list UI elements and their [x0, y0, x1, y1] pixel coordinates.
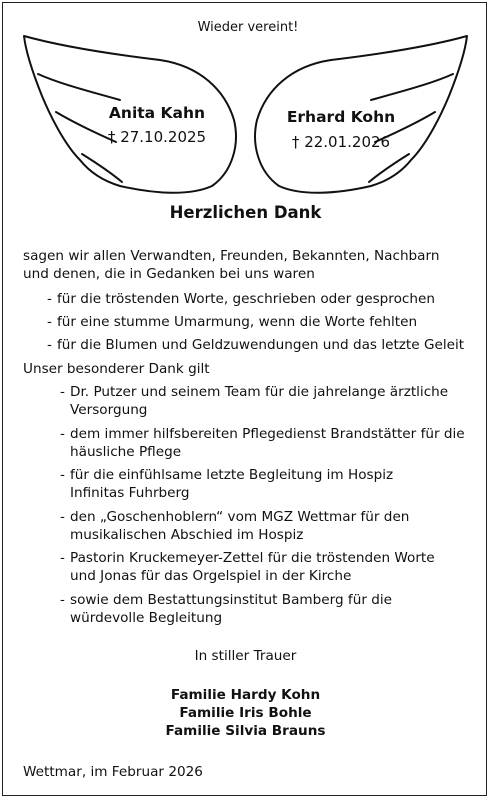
- notice-title: Herzlichen Dank: [169, 203, 322, 222]
- place-date-footer: Wettmar, im Februar 2026: [23, 764, 203, 780]
- intro-line-2: und denen, die in Gedanken bei uns waren: [23, 266, 315, 282]
- right-person-name: Erhard Kohn: [286, 108, 396, 126]
- header-text: Wieder vereint!: [197, 20, 299, 35]
- family-name: Familie Silvia Brauns: [165, 723, 326, 739]
- left-person-date: † 27.10.2025: [107, 128, 207, 146]
- special-thanks-item: - Pastorin Kruckemeyer-Zettel für die tröstenden Worte und Jonas für das Orgelspiel in der Kirche: [60, 550, 435, 584]
- special-thanks-item: - sowie dem Bestattungsinstitut Bamberg für die würdevolle Begleitung: [60, 592, 393, 626]
- special-thanks-item: - den „Goschenhoblern“ vom MGZ Wettmar für den musikalischen Abschied im Hospiz: [60, 509, 410, 543]
- left-person-name: Anita Kahn: [108, 104, 206, 122]
- right-person-date: † 22.01.2026: [291, 133, 391, 151]
- thanks-item: - für die Blumen und Geldzuwendungen und das letzte Geleit: [47, 337, 465, 353]
- family-name: Familie Hardy Kohn: [170, 687, 321, 703]
- special-thanks-item: - für die einfühlsame letzte Begleitung im Hospiz Infinitas Fuhrberg: [60, 467, 394, 501]
- mourning-line: In stiller Trauer: [194, 648, 297, 664]
- intro-line-1: sagen wir allen Verwandten, Freunden, Bekannten, Nachbarn: [23, 248, 440, 264]
- thanks-item: - für eine stumme Umarmung, wenn die Worte fehlten: [47, 314, 418, 330]
- special-thanks-intro: Unser besonderer Dank gilt: [23, 361, 210, 377]
- special-thanks-item: - Dr. Putzer und seinem Team für die jahrelange ärztliche Versorgung: [60, 384, 449, 418]
- thanks-item: - für die tröstenden Worte, geschrieben oder gesprochen: [47, 291, 435, 307]
- special-thanks-item: - dem immer hilfsbereiten Pflegedienst Brandstätter für die häusliche Pflege: [60, 426, 465, 460]
- family-name: Familie Iris Bohle: [179, 705, 312, 721]
